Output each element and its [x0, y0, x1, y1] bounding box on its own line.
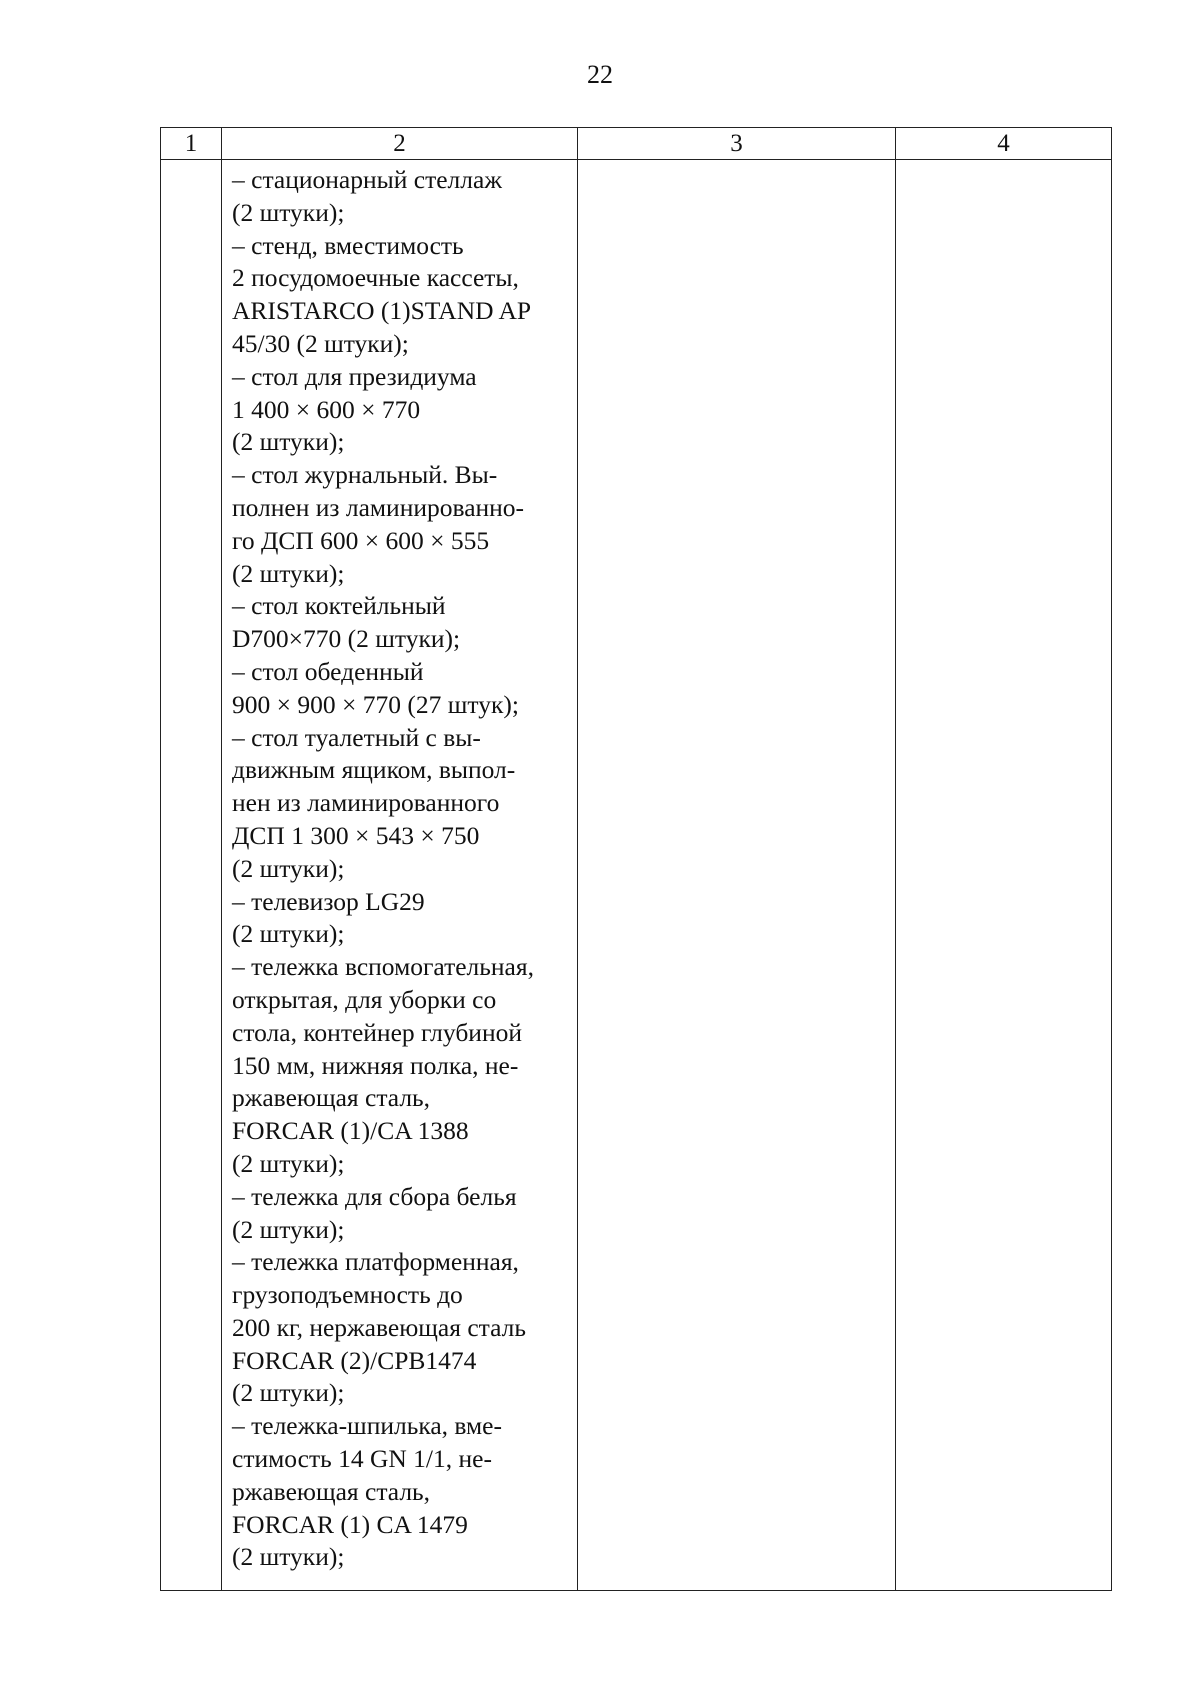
list-item-line: FORCAR (1)/CA 1388	[232, 1116, 469, 1146]
list-item-line: – стол туалетный с вы-	[232, 722, 481, 752]
list-item-line: ржавеющая сталь,	[232, 1476, 431, 1506]
list-item-line: движным ящиком, выпол-	[232, 755, 516, 785]
list-item	[232, 656, 573, 722]
cell-col-2	[222, 160, 578, 1591]
list-item-line: ARISTARCO (1)STAND AP	[232, 296, 532, 326]
list-item-line: открытая, для уборки со	[232, 984, 497, 1014]
list-item-line: (2 штуки);	[232, 919, 345, 949]
list-item-line: 150 мм, нижняя полка, не-	[232, 1050, 519, 1080]
list-item-line: (2 штуки);	[232, 1214, 345, 1244]
list-item-line: 200 кг, нержавеющая сталь	[232, 1312, 526, 1342]
list-item-line: – стол журнальный. Вы-	[232, 460, 498, 490]
list-item-line: – стол коктейльный	[232, 591, 446, 621]
list-item-line: (2 штуки);	[232, 197, 345, 227]
list-item	[232, 1410, 573, 1574]
list-item-line: стола, контейнер глубиной	[232, 1017, 522, 1047]
list-item	[232, 590, 573, 656]
table-header-row	[161, 128, 1112, 160]
list-item-line: 2 посудомоечные кассеты,	[232, 263, 519, 293]
list-item-line: – тележка-шпилька, вме-	[232, 1411, 502, 1441]
list-item-line: (2 штуки);	[232, 853, 345, 883]
list-item-line: – тележка вспомогательная,	[232, 952, 534, 982]
list-item	[232, 1246, 573, 1410]
list-item-line: – стенд, вместимость	[232, 230, 464, 260]
list-item	[232, 886, 573, 952]
list-item-line: (2 штуки);	[232, 1378, 345, 1408]
list-item	[232, 230, 573, 361]
column-header-2: 2	[222, 128, 578, 160]
list-item	[232, 1181, 573, 1247]
list-item-line: – телевизор LG29	[232, 886, 425, 916]
equipment-list	[222, 160, 577, 1574]
list-item	[232, 951, 573, 1181]
column-header-1: 1	[161, 128, 222, 160]
column-header-4: 4	[896, 128, 1112, 160]
list-item-line: грузоподъемность до	[232, 1280, 463, 1310]
list-item-line: нен из ламинированного	[232, 788, 500, 818]
list-item-line: – тележка платформенная,	[232, 1247, 519, 1277]
list-item-line: (2 штуки);	[232, 1542, 345, 1572]
list-item	[232, 361, 573, 459]
list-item-line: 1 400 × 600 × 770	[232, 394, 421, 424]
list-item-line: полнен из ламинированно-	[232, 492, 525, 522]
list-item-line: (2 штуки);	[232, 1148, 345, 1178]
list-item-line: го ДСП 600 × 600 × 555	[232, 525, 490, 555]
list-item-line: – стационарный стеллаж	[232, 165, 502, 194]
cell-col-1	[161, 160, 222, 1591]
list-item-line: ржавеющая сталь,	[232, 1083, 431, 1113]
list-item-line: – стол обеденный	[232, 656, 424, 686]
list-item	[232, 164, 573, 230]
cell-col-4	[896, 160, 1112, 1591]
list-item-line: 900 × 900 × 770 (27 штук);	[232, 689, 519, 719]
list-item-line: 45/30 (2 штуки);	[232, 328, 409, 358]
list-item	[232, 722, 573, 886]
list-item-line: ДСП 1 300 × 543 × 750	[232, 820, 480, 850]
list-item-line: FORCAR (2)/CPB1474	[232, 1345, 477, 1375]
list-item-line: FORCAR (1) CA 1479	[232, 1509, 468, 1539]
table-row	[161, 160, 1112, 1591]
list-item-line: (2 штуки);	[232, 427, 345, 457]
list-item-line: – стол для президиума	[232, 361, 477, 391]
equipment-table	[160, 127, 1112, 1591]
list-item	[232, 459, 573, 590]
page-number: 22	[587, 60, 613, 89]
list-item-line: – тележка для сбора белья	[232, 1181, 517, 1211]
list-item-line: D700×770 (2 штуки);	[232, 624, 461, 654]
list-item-line: стимость 14 GN 1/1, не-	[232, 1444, 492, 1474]
column-header-3: 3	[578, 128, 896, 160]
list-item-line: (2 штуки);	[232, 558, 345, 588]
cell-col-3	[578, 160, 896, 1591]
